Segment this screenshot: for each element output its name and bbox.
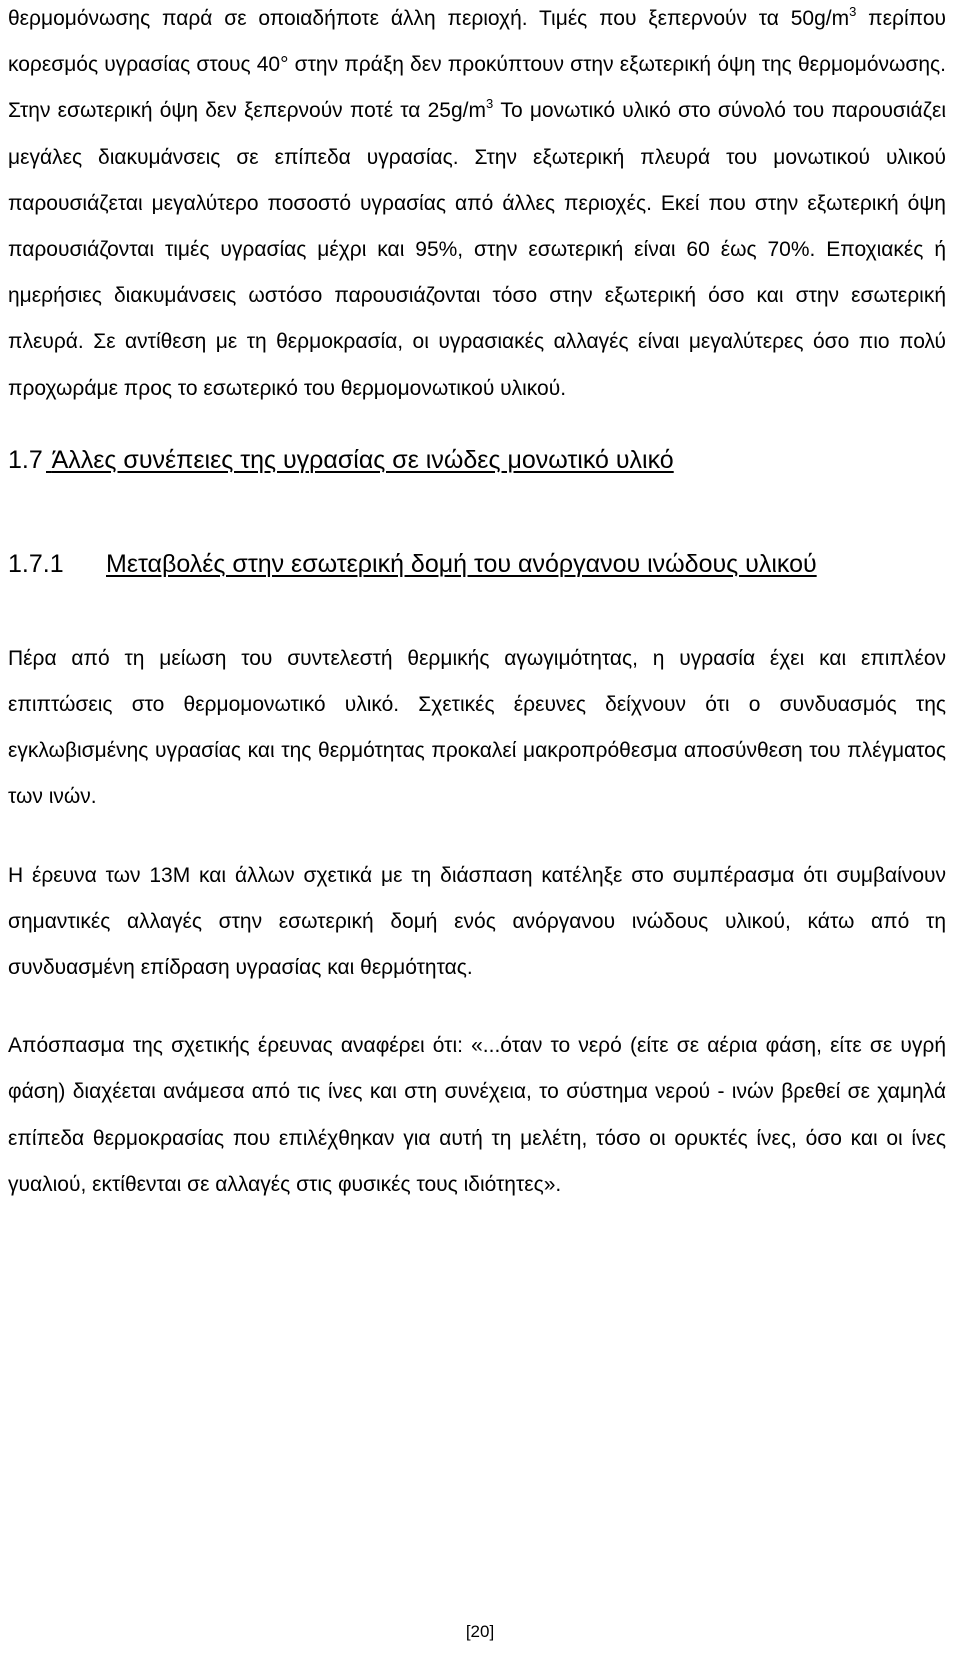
section-heading-1-7 — [8, 436, 946, 484]
paragraph-fiber-decomposition: Πέρα από τη μείωση του συντελεστή θερμικής αγωγιμότητας, η υγρασία έχει και επιπλέον επιπτώσεις στο θερμομονωτικό υλικό. Σχετικές έρευνες δείχνουν ότι ο συνδυασμός της εγκλωβισμένης υγρασίας και της θερμότητας προκαλεί μακροπρόθεσμα αποσύνθεση του πλέγματος των ινών. — [8, 646, 946, 809]
paragraph-text: θερμομόνωσης παρά σε οποιαδήποτε άλλη περιοχή. Τιμές που ξεπερνούν τα 50g/m — [8, 7, 850, 30]
section-number: 1.7 — [8, 445, 43, 474]
paragraph-text: περίπου κορεσμός υγρασίας στους 40° στην πράξη δεν προκύπτουν στην εξωτερική όψη της θερμομόνωσης. Στην εσωτερική όψη δεν ξεπερνούν ποτέ τα 25g/m — [8, 7, 946, 123]
section-title: Άλλες συνέπειες της υγρασίας σε ινώδες μονωτικό υλικό — [51, 445, 674, 474]
page-content — [8, 0, 946, 1208]
paragraph-research-excerpt: Απόσπασμα της σχετικής έρευνας αναφέρει ότι: «...όταν το νερό (είτε σε αέρια φάση, είτε σε υγρή φάση) διαχέεται ανάμεσα από τις ίνες και στη συνέχεια, το σύστημα νερού - ινών βρεθεί σε χαμηλά επίπεδα θερμοκρασίας που επιλέχθηκαν για αυτή τη μελέτη, τόσο οι ορυκτές ίνες, όσο και οι ίνες γυαλιού, εκτίθενται σε αλλαγές στις φυσικές τους ιδιότητες». — [8, 1034, 946, 1196]
superscript: 3 — [486, 96, 494, 112]
superscript: 3 — [849, 4, 857, 19]
subsection-heading-1-7-1 — [8, 522, 946, 606]
paragraph-moisture-distribution — [8, 0, 946, 412]
page-number: [20] — [465, 1622, 495, 1641]
subsection-number: 1.7.1 — [8, 549, 64, 578]
paragraph-text: Το μονωτικό υλικό στο σύνολό του παρουσιάζει μεγάλες διακυμάνσεις σε επίπεδα υγρασίας. Στην εξωτερική πλευρά του μονωτικού υλικού παρουσιάζεται μεγαλύτερο ποσοστό υγρασίας από άλλες περιοχές. Εκεί που στην εξωτερική όψη παρουσιάζονται τιμές υγρασίας μέχρι και 95%, στην εσωτερική είναι 60 έως 70%. Εποχιακές ή ημερήσιες διακυμάνσεις ωστόσο παρουσιάζονται τόσο στην εξωτερική όσο και στην εσωτερική πλευρά. Σε αντίθεση με τη θερμοκρασία, οι υγρασιακές αλλαγές είναι μεγαλύτερες όσο πιο πολύ προχωράμε προς το εσωτερικό του θερμομονωτικού υλικού. — [8, 99, 946, 400]
subsection-title: Μεταβολές στην εσωτερική δομή του ανόργανου ινώδους υλικού — [106, 549, 817, 578]
paragraph-research-13m: Η έρευνα των 13M και άλλων σχετικά με τη διάσπαση κατέληξε στο συμπέρασμα ότι συμβαίνουν σημαντικές αλλαγές στην εσωτερική δομή ενός ανόργανου ινώδους υλικού, κάτω από τη συνδυασμένη επίδραση υγρασίας και θερμότητας. — [8, 863, 946, 980]
